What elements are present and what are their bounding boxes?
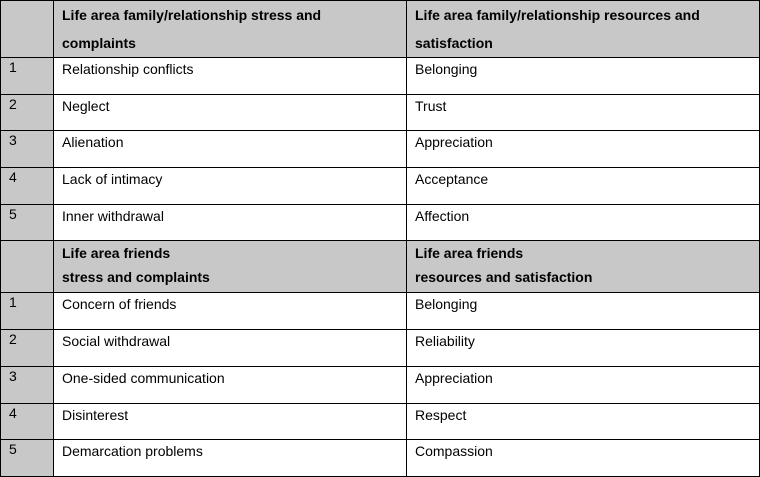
header-line: Life area friends <box>62 245 171 262</box>
table-row <box>1 131 760 168</box>
table-row <box>1 94 760 131</box>
stress-cell: Relationship conflicts <box>54 58 407 95</box>
resource-cell: Respect <box>407 403 760 440</box>
row-number: 3 <box>1 366 54 403</box>
resource-cell: Compassion <box>407 440 760 477</box>
row-number: 5 <box>1 204 54 241</box>
header-line: satisfaction <box>415 35 493 51</box>
row-number: 4 <box>1 168 54 205</box>
table-row <box>1 204 760 241</box>
column-header-stress <box>54 241 407 293</box>
column-header-resources <box>407 1 760 58</box>
header-line: Life area friends <box>415 245 524 262</box>
header-line: stress and complaints <box>62 269 210 286</box>
resource-cell: Belonging <box>407 58 760 95</box>
stress-cell: Inner withdrawal <box>54 204 407 241</box>
row-number: 2 <box>1 94 54 131</box>
stress-cell: Concern of friends <box>54 293 407 330</box>
column-header-stress <box>54 1 407 58</box>
table-row <box>1 403 760 440</box>
row-number: 4 <box>1 403 54 440</box>
resource-cell: Reliability <box>407 330 760 367</box>
resource-cell: Appreciation <box>407 366 760 403</box>
stress-cell: Disinterest <box>54 403 407 440</box>
header-number-cell <box>1 241 54 293</box>
header-line: Life area family/relationship resources and <box>415 7 700 23</box>
column-header-resources <box>407 241 760 293</box>
row-number: 1 <box>1 293 54 330</box>
stress-cell: One-sided communication <box>54 366 407 403</box>
table-row <box>1 366 760 403</box>
row-number: 5 <box>1 440 54 477</box>
resource-cell: Affection <box>407 204 760 241</box>
stress-cell: Lack of intimacy <box>54 168 407 205</box>
table-row <box>1 58 760 95</box>
table-row <box>1 168 760 205</box>
row-number: 3 <box>1 131 54 168</box>
stress-cell: Neglect <box>54 94 407 131</box>
resource-cell: Acceptance <box>407 168 760 205</box>
stress-cell: Demarcation problems <box>54 440 407 477</box>
resource-cell: Trust <box>407 94 760 131</box>
resource-cell: Appreciation <box>407 131 760 168</box>
header-line: Life area family/relationship stress and <box>62 7 322 23</box>
resource-cell: Belonging <box>407 293 760 330</box>
row-number: 2 <box>1 330 54 367</box>
table-row <box>1 330 760 367</box>
table-row <box>1 293 760 330</box>
header-number-cell <box>1 1 54 58</box>
row-number: 1 <box>1 58 54 95</box>
stress-cell: Alienation <box>54 131 407 168</box>
header-line: resources and satisfaction <box>415 269 593 286</box>
header-line: complaints <box>62 35 136 51</box>
stress-cell: Social withdrawal <box>54 330 407 367</box>
section-header-row <box>1 1 760 58</box>
section-header-row <box>1 241 760 293</box>
